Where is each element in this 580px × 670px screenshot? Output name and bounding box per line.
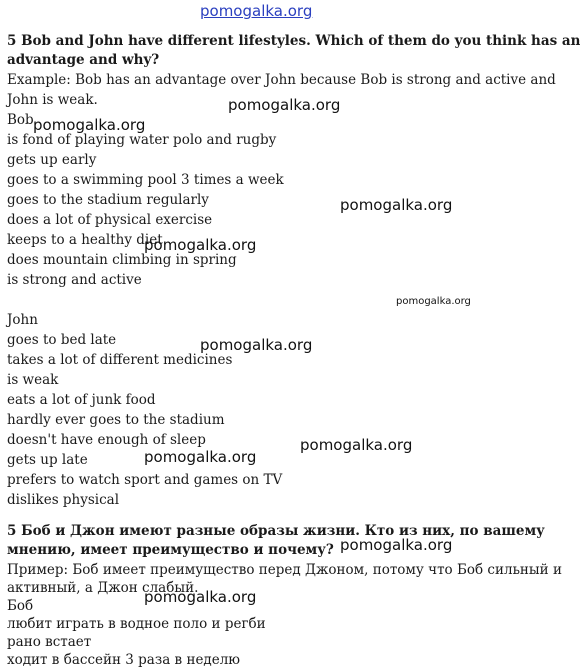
list-item: keeps to a healthy diet xyxy=(7,232,163,248)
example-ru-cont: активный, а Джон слабый. xyxy=(7,580,199,596)
list-item: does mountain climbing in spring xyxy=(7,252,237,268)
watermark: pomogalka.org xyxy=(300,436,413,454)
example-ru: Пример: Боб имеет преимущество перед Джоном, потому что Боб сильный и xyxy=(7,562,562,578)
example-en-cont: John is weak. xyxy=(7,92,98,108)
watermark: pomogalka.org xyxy=(200,336,313,354)
list-item: любит играть в водное поло и регби xyxy=(7,616,266,632)
bob-heading: Bob xyxy=(7,112,34,128)
list-item: goes to a swimming pool 3 times a week xyxy=(7,172,284,188)
watermark: pomogalka.org xyxy=(340,536,453,554)
list-item: takes a lot of different medicines xyxy=(7,352,233,368)
list-item: is strong and active xyxy=(7,272,142,288)
list-item: ходит в бассейн 3 раза в неделю xyxy=(7,652,241,668)
bob-heading-ru: Боб xyxy=(7,598,34,614)
list-item: prefers to watch sport and games on TV xyxy=(7,472,283,488)
list-item: рано встает xyxy=(7,634,92,650)
example-en: Example: Bob has an advantage over John because Bob is strong and active and xyxy=(7,72,556,88)
list-item: gets up early xyxy=(7,152,97,168)
task-heading-ru-cont: мнению, имеет преимущество и почему? xyxy=(7,542,334,558)
watermark: pomogalka.org xyxy=(144,236,257,254)
task-heading-en-cont: advantage and why? xyxy=(7,52,160,68)
list-item: is weak xyxy=(7,372,59,388)
watermark: pomogalka.org xyxy=(228,96,341,114)
list-item: does a lot of physical exercise xyxy=(7,212,213,228)
task-heading-ru: 5 Боб и Джон имеют разные образы жизни. Кто из них, по вашему xyxy=(7,523,545,539)
watermark: pomogalka.org xyxy=(144,448,257,466)
watermark: pomogalka.org xyxy=(33,116,146,134)
watermark: pomogalka.org xyxy=(396,296,471,307)
list-item: doesn't have enough of sleep xyxy=(7,432,206,448)
list-item: hardly ever goes to the stadium xyxy=(7,412,225,428)
list-item: eats a lot of junk food xyxy=(7,392,156,408)
watermark-link[interactable]: pomogalka.org xyxy=(200,2,313,20)
list-item: goes to bed late xyxy=(7,332,117,348)
watermark: pomogalka.org xyxy=(144,588,257,606)
john-heading: John xyxy=(7,312,38,328)
task-heading-en: 5 Bob and John have different lifestyles. Which of them do you think has an xyxy=(7,33,580,49)
watermark: pomogalka.org xyxy=(340,196,453,214)
list-item: gets up late xyxy=(7,452,88,468)
list-item: is fond of playing water polo and rugby xyxy=(7,132,277,148)
list-item: goes to the stadium regularly xyxy=(7,192,209,208)
list-item: dislikes physical xyxy=(7,492,120,508)
